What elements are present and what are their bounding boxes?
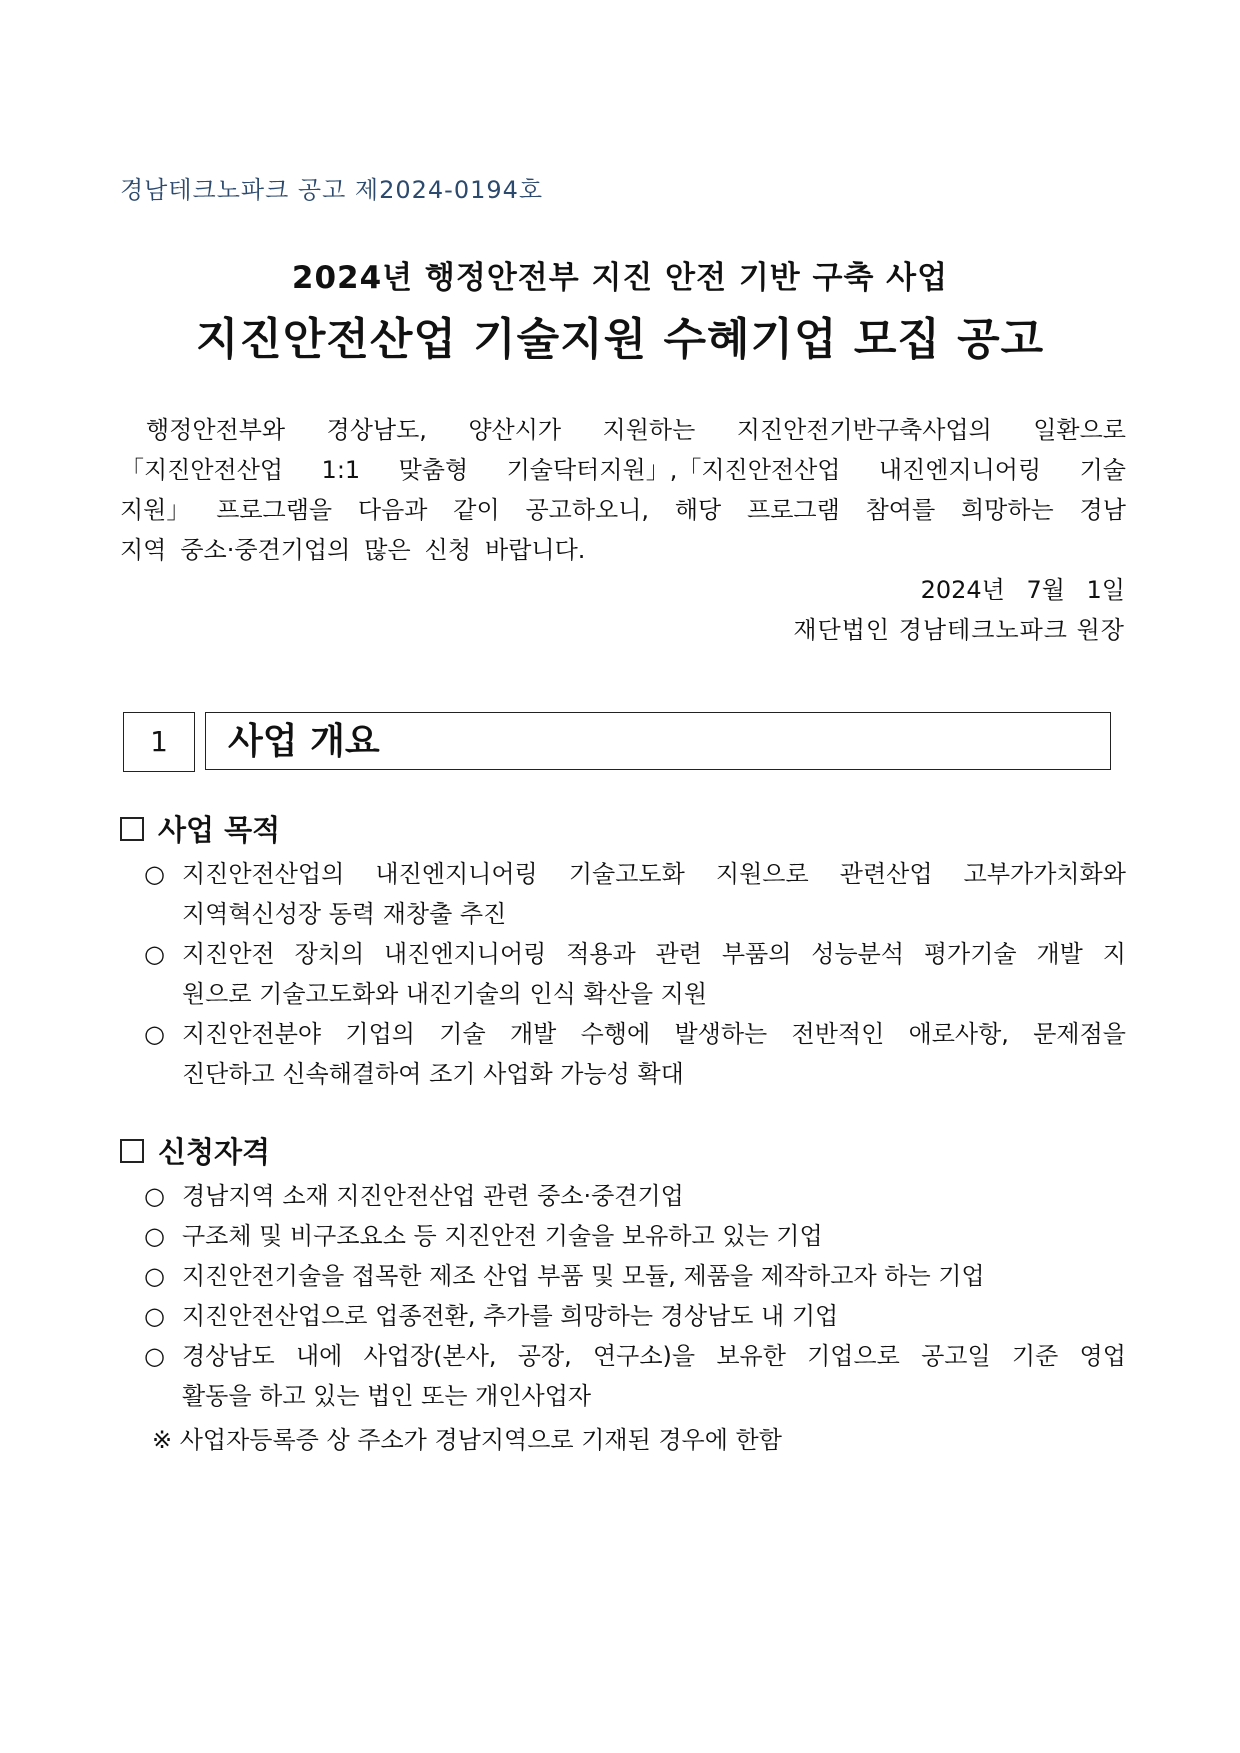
word: 공장, (517, 1342, 572, 1370)
purpose-item-line (182, 1014, 1126, 1054)
word: 보유한 (716, 1342, 786, 1370)
list-item (144, 1256, 1126, 1296)
word: 경남 (1079, 496, 1126, 524)
eligibility-note: ※ 사업자등록증 상 주소가 경남지역으로 기재된 경우에 한함 (152, 1426, 782, 1454)
word: 기업의 (345, 1020, 415, 1048)
circle-bullet-icon: ○ (144, 1302, 165, 1330)
list-item (144, 934, 1126, 1014)
list-item (144, 1014, 1126, 1094)
purpose-item-line: 진단하고 신속해결하여 조기 사업화 가능성 확대 (182, 1060, 684, 1088)
word: 많은 (364, 536, 411, 564)
word: 문제점을 (1033, 1020, 1126, 1048)
word: 기업으로 (807, 1342, 900, 1370)
word: 고부가가치화와 (963, 860, 1126, 888)
purpose-item-line: 지역혁신성장 동력 재창출 추진 (182, 900, 507, 928)
word: 참여를 (865, 496, 936, 524)
word: 내진엔지니어링 (384, 940, 547, 968)
intro-line (120, 450, 1126, 490)
announcement-date: 2024년 7월 1일 (920, 576, 1125, 604)
word: 영업 (1079, 1342, 1126, 1370)
word: 애로사항, (908, 1020, 1009, 1048)
word: 바랍니다. (485, 536, 586, 564)
word: 사업장(본사, (363, 1342, 497, 1370)
word: 내진엔지니어링 (878, 456, 1042, 484)
word: 내진엔지니어링 (375, 860, 538, 888)
word: 「지진안전산업 (120, 456, 284, 484)
word: 내에 (295, 1342, 343, 1370)
word: 지진안전산업의 (182, 860, 345, 888)
word: 전반적인 (791, 1020, 885, 1048)
word: 지역 (120, 536, 167, 564)
document-title: 지진안전산업 기술지원 수혜기업 모집 공고 (195, 314, 1045, 365)
word: 해당 (674, 496, 722, 524)
word: 경상남도, (326, 416, 427, 444)
list-item (144, 854, 1126, 934)
word: 희망하는 (960, 496, 1054, 524)
purpose-list (144, 854, 1126, 1094)
word: 연구소)을 (592, 1342, 696, 1370)
word: 지원하는 (602, 416, 696, 444)
word: 기술닥터지원」,「지진안전산업 (506, 456, 841, 484)
word: 성능분석 (811, 940, 905, 968)
document-subtitle: 2024년 행정안전부 지진 안전 기반 구축 사업 (291, 260, 949, 296)
word: 수행에 (580, 1020, 651, 1048)
circle-bullet-icon: ○ (144, 1020, 165, 1048)
checkbox-square-icon (120, 1139, 144, 1163)
intro-line (120, 530, 1126, 570)
checkbox-square-icon (120, 817, 144, 841)
word: 양산시가 (468, 416, 562, 444)
word: 공고일 (921, 1342, 991, 1370)
circle-bullet-icon: ○ (144, 1182, 165, 1210)
list-item (144, 1336, 1126, 1416)
word: 부품의 (721, 940, 792, 968)
word: 지진안전기반구축사업의 (736, 416, 992, 444)
list-item (144, 1176, 1126, 1216)
word: 기술고도화 (568, 860, 685, 888)
word: 기준 (1011, 1342, 1059, 1370)
intro-line (120, 490, 1126, 530)
notice-number: 경남테크노파크 공고 제2024-0194호 (120, 176, 544, 204)
word: 기술 (1079, 456, 1126, 484)
word: 경상남도 (182, 1342, 275, 1370)
word: 일환으로 (1033, 416, 1126, 444)
word: 개발 (509, 1020, 557, 1048)
word: 적용과 (566, 940, 636, 968)
word: 개발 (1036, 940, 1083, 968)
list-item (144, 1296, 1126, 1336)
circle-bullet-icon: ○ (144, 940, 165, 968)
eligibility-heading-label: 신청자격 (158, 1135, 271, 1169)
section-title: 사업 개요 (205, 712, 1111, 770)
circle-bullet-icon: ○ (144, 860, 165, 888)
circle-bullet-icon: ○ (144, 1342, 165, 1370)
word: 신청 (424, 536, 472, 564)
word: 맞춤형 (398, 456, 469, 484)
word: 기술 (439, 1020, 486, 1048)
eligibility-item: 지진안전산업으로 업종전환, 추가를 희망하는 경상남도 내 기업 (182, 1302, 839, 1330)
word: 같이 (453, 496, 500, 524)
word: 지원」 (120, 496, 191, 524)
word: 중소·중견기업의 (180, 536, 351, 564)
eligibility-list (144, 1176, 1126, 1416)
word: 장치의 (294, 940, 365, 968)
word: 프로그램 (747, 496, 840, 524)
circle-bullet-icon: ○ (144, 1262, 165, 1290)
purpose-heading-label: 사업 목적 (158, 813, 281, 847)
purpose-item-line (182, 934, 1126, 974)
intro-line (120, 410, 1126, 450)
eligibility-item-line (182, 1336, 1126, 1376)
eligibility-heading (120, 1130, 270, 1171)
word: 발생하는 (674, 1020, 768, 1048)
word: 1:1 (321, 456, 361, 484)
word: 지 (1102, 940, 1126, 968)
word: 다음과 (357, 496, 428, 524)
purpose-item-line (182, 854, 1126, 894)
word: 지원으로 (715, 860, 809, 888)
eligibility-item-line: 활동을 하고 있는 법인 또는 개인사업자 (182, 1382, 592, 1410)
eligibility-item: 지진안전기술을 접목한 제조 산업 부품 및 모듈, 제품을 제작하고자 하는 기업 (182, 1262, 985, 1290)
word: 평가기술 (923, 940, 1017, 968)
eligibility-item: 경남지역 소재 지진안전산업 관련 중소·중견기업 (182, 1182, 684, 1210)
section-number: 1 (123, 712, 195, 772)
purpose-heading (120, 808, 280, 849)
eligibility-item: 구조체 및 비구조요소 등 지진안전 기술을 보유하고 있는 기업 (182, 1222, 823, 1250)
purpose-item-line: 원으로 기술고도화와 내진기술의 인식 확산을 지원 (182, 980, 708, 1008)
issuer-name: 재단법인 경남테크노파크 원장 (793, 616, 1125, 644)
intro-paragraph (120, 410, 1126, 570)
word: 지진안전분야 (182, 1020, 322, 1048)
word: 관련산업 (839, 860, 933, 888)
word: 지진안전 (182, 940, 275, 968)
word: 프로그램을 (216, 496, 333, 524)
word: 공고하오니, (525, 496, 650, 524)
word: 관련 (655, 940, 702, 968)
word: 행정안전부와 (146, 416, 286, 444)
list-item (144, 1216, 1126, 1256)
circle-bullet-icon: ○ (144, 1222, 165, 1250)
